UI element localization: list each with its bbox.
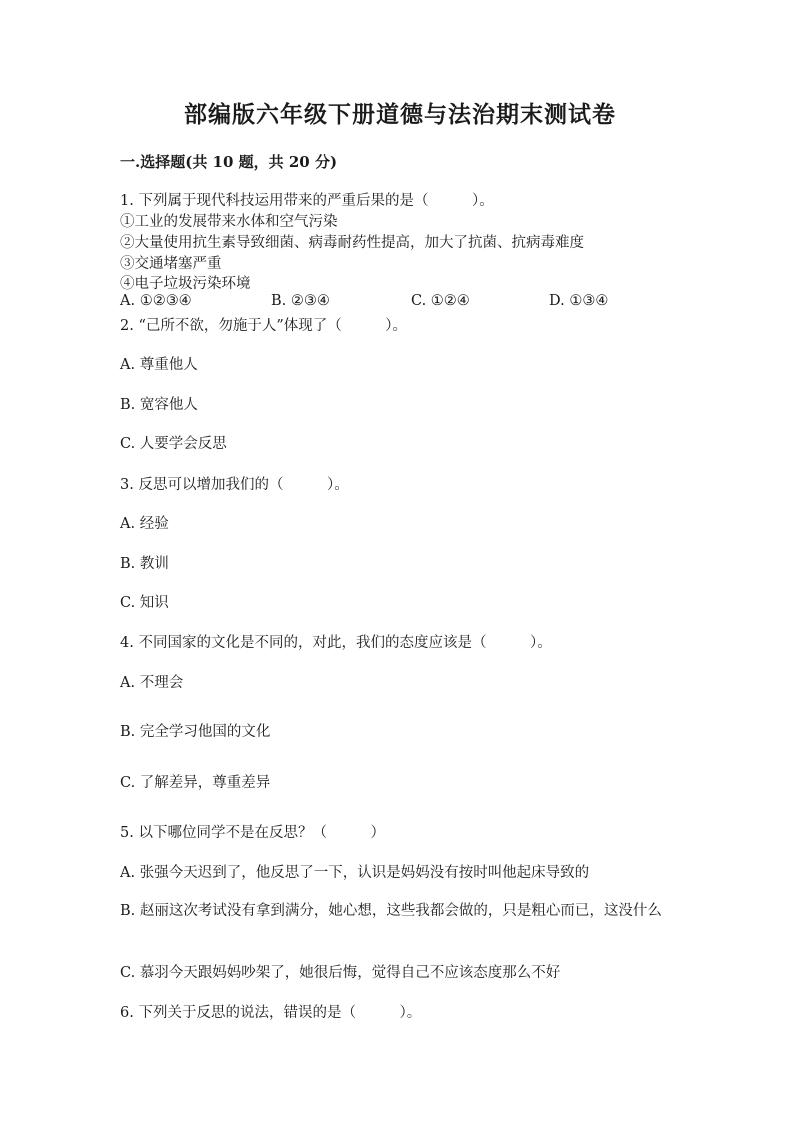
q2-option-c: C. 人要学会反思 xyxy=(120,436,227,452)
q6-stem: 6. 下列关于反思的说法，错误的是（ ）。 xyxy=(120,1005,422,1021)
q1-option-a: A. ①②③④ xyxy=(120,293,192,309)
q2-option-b: B. 宽容他人 xyxy=(120,397,198,413)
q5-option-a: A. 张强今天迟到了，他反思了一下，认识是妈妈没有按时叫他起床导致的 xyxy=(120,865,590,881)
q1-item-1: ①工业的发展带来水体和空气污染 xyxy=(120,214,338,230)
q2-stem: 2. “己所不欲，勿施于人”体现了（ ）。 xyxy=(120,318,408,334)
q5-option-c: C. 慕羽今天跟妈妈吵架了，她很后悔，觉得自己不应该态度那么不好 xyxy=(120,965,561,981)
q3-option-c: C. 知识 xyxy=(120,595,169,611)
section-heading: 一.选择题(共 10 题，共 20 分) xyxy=(120,153,338,171)
q5-stem: 5. 以下哪位同学不是在反思？（ ） xyxy=(120,825,385,841)
q4-stem: 4. 不同国家的文化是不同的，对此，我们的态度应该是（ ）。 xyxy=(120,635,552,651)
q1-option-d: D. ①③④ xyxy=(549,293,609,309)
q4-option-a: A. 不理会 xyxy=(120,675,184,691)
q1-stem: 1. 下列属于现代科技运用带来的严重后果的是（ ）。 xyxy=(120,193,494,209)
q1-option-c: C. ①②④ xyxy=(411,293,470,309)
q1-item-4: ④电子垃圾污染环境 xyxy=(120,276,251,292)
page-title: 部编版六年级下册道德与法治期末测试卷 xyxy=(184,101,616,128)
q3-stem: 3. 反思可以增加我们的（ ）。 xyxy=(120,477,349,493)
q3-option-b: B. 教训 xyxy=(120,556,169,572)
q2-option-a: A. 尊重他人 xyxy=(120,357,198,373)
q4-option-c: C. 了解差异，尊重差异 xyxy=(120,775,271,791)
q5-option-b: B. 赵丽这次考试没有拿到满分，她心想，这些我都会做的，只是粗心而已，这没什么 xyxy=(120,903,662,919)
q1-option-b: B. ②③④ xyxy=(271,293,330,309)
q1-item-2: ②大量使用抗生素导致细菌、病毒耐药性提高，加大了抗菌、抗病毒难度 xyxy=(120,235,584,251)
q1-item-3: ③交通堵塞严重 xyxy=(120,256,222,272)
q3-option-a: A. 经验 xyxy=(120,516,169,532)
q4-option-b: B. 完全学习他国的文化 xyxy=(120,724,271,740)
